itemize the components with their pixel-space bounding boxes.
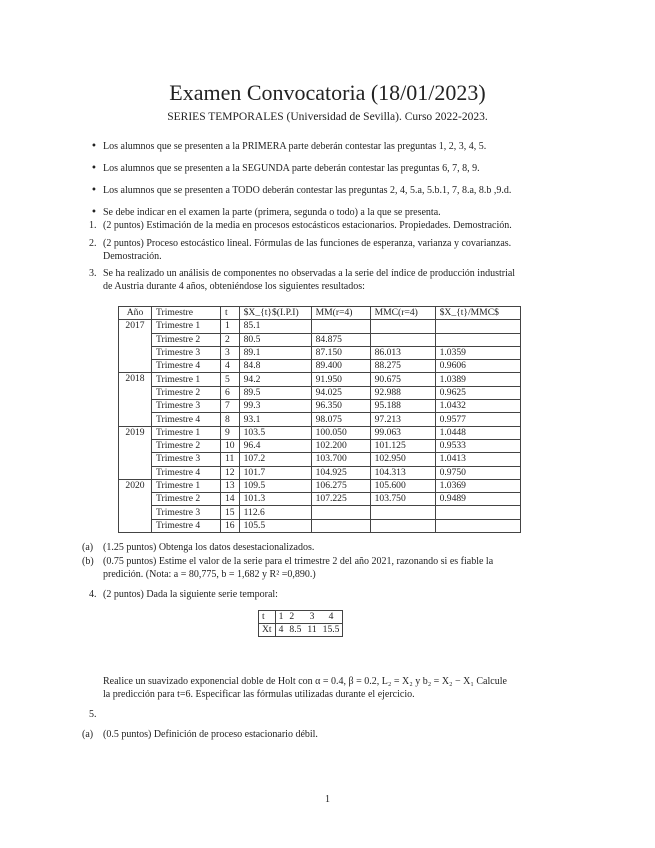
mm-cell: 91.950 <box>311 373 370 386</box>
mm-cell: 89.400 <box>311 360 370 373</box>
x-cell: 112.6 <box>239 506 311 519</box>
mm-cell: 94.025 <box>311 386 370 399</box>
question-number: 5. <box>89 709 97 720</box>
instruction-4: Se debe indicar en el examen la parte (primera, segunda o todo) a la que se presenta. <box>103 207 441 218</box>
table-row <box>119 519 521 532</box>
table-row <box>119 506 521 519</box>
quarter-cell: Trimestre 3 <box>152 346 221 359</box>
subquestion-label: (a) <box>82 542 94 553</box>
column-header-mmc: MMC(r=4) <box>370 307 435 320</box>
mmc-cell <box>370 320 435 333</box>
question-number: 3. <box>89 268 97 279</box>
ratio-cell <box>435 320 520 333</box>
ratio-cell: 1.0389 <box>435 373 520 386</box>
table-row <box>119 453 521 466</box>
ratio-cell: 1.0432 <box>435 400 520 413</box>
question-2-line2: Demostración. <box>103 251 162 262</box>
mmc-cell: 101.125 <box>370 439 435 452</box>
ratio-cell <box>435 333 520 346</box>
question-2-line1: (2 puntos) Proceso estocástico lineal. Fórmulas de las funciones de esperanza, varianza y covarianzas. <box>103 238 512 249</box>
t-cell: 8 <box>221 413 240 426</box>
xt-value-cell: 11 <box>304 624 319 637</box>
ratio-cell: 0.9533 <box>435 439 520 452</box>
ratio-cell: 1.0369 <box>435 479 520 492</box>
ratio-cell <box>435 519 520 532</box>
mmc-cell: 95.188 <box>370 400 435 413</box>
ratio-cell: 0.9606 <box>435 360 520 373</box>
x-cell: 103.5 <box>239 426 311 439</box>
column-header-mm: MM(r=4) <box>311 307 370 320</box>
mm-cell <box>311 519 370 532</box>
quarter-cell: Trimestre 4 <box>152 519 221 532</box>
table-header-row <box>119 307 521 320</box>
x-cell: 101.3 <box>239 493 311 506</box>
year-cell: 2017 <box>119 320 152 373</box>
x-cell: 85.1 <box>239 320 311 333</box>
instruction-2: Los alumnos que se presenten a la SEGUNDA parte deberán contestar las preguntas 6, 7, 8, 9. <box>103 163 480 174</box>
mm-cell: 104.925 <box>311 466 370 479</box>
x-cell: 107.2 <box>239 453 311 466</box>
ratio-cell <box>435 506 520 519</box>
t-cell: 16 <box>221 519 240 532</box>
instruction-1: Los alumnos que se presenten a la PRIMERA parte deberán contestar las preguntas 1, 2, 3, 4, 5. <box>103 141 487 152</box>
x-cell: 84.8 <box>239 360 311 373</box>
table-row <box>119 413 521 426</box>
quarter-cell: Trimestre 1 <box>152 426 221 439</box>
instruction-3: Los alumnos que se presenten a TODO deberán contestar las preguntas 2, 4, 5.a, 5.b.1, 7, 8.a, 8.b ,9.d. <box>103 185 512 196</box>
bullet-icon: • <box>91 207 97 218</box>
question-number: 4. <box>89 589 97 600</box>
mm-cell: 100.050 <box>311 426 370 439</box>
t-cell: 4 <box>221 360 240 373</box>
ratio-cell: 0.9625 <box>435 386 520 399</box>
table-row <box>259 611 343 624</box>
ratio-cell: 1.0359 <box>435 346 520 359</box>
table-row <box>119 386 521 399</box>
question-4-line2: la predicción para t=6. Especificar las fórmulas utilizadas durante el ejercicio. <box>103 689 415 700</box>
mmc-cell: 103.750 <box>370 493 435 506</box>
table-row <box>119 439 521 452</box>
quarter-cell: Trimestre 3 <box>152 453 221 466</box>
year-cell: 2018 <box>119 373 152 426</box>
quarter-cell: Trimestre 4 <box>152 413 221 426</box>
mm-cell: 98.075 <box>311 413 370 426</box>
table-row <box>259 624 343 637</box>
quarter-cell: Trimestre 4 <box>152 360 221 373</box>
table-row <box>119 466 521 479</box>
mmc-cell: 102.950 <box>370 453 435 466</box>
ratio-cell: 0.9750 <box>435 466 520 479</box>
mm-cell: 107.225 <box>311 493 370 506</box>
table-row <box>119 400 521 413</box>
t-cell: 7 <box>221 400 240 413</box>
quarter-cell: Trimestre 2 <box>152 439 221 452</box>
quarter-cell: Trimestre 4 <box>152 466 221 479</box>
mmc-cell <box>370 506 435 519</box>
t-cell: 13 <box>221 479 240 492</box>
ratio-cell: 0.9489 <box>435 493 520 506</box>
t-cell: 10 <box>221 439 240 452</box>
table-row <box>119 426 521 439</box>
question-1-text: (2 puntos) Estimación de la media en procesos estocásticos estacionarios. Propiedades. Demostración. <box>103 220 512 231</box>
question-3b-line2: predición. (Nota: a = 80,775, b = 1,682 y R² =0,890.) <box>103 569 316 580</box>
t-cell: 9 <box>221 426 240 439</box>
x-cell: 105.5 <box>239 519 311 532</box>
mmc-cell <box>370 519 435 532</box>
column-header-quarter: Trimestre <box>152 307 221 320</box>
page-subtitle: SERIES TEMPORALES (Universidad de Sevilla). Curso 2022-2023. <box>167 111 488 123</box>
mmc-cell: 92.988 <box>370 386 435 399</box>
xt-value-cell: 4 <box>275 624 286 637</box>
t-cell: 2 <box>221 333 240 346</box>
ratio-cell: 1.0413 <box>435 453 520 466</box>
xt-label-cell: Xt <box>259 624 276 637</box>
t-cell: 3 <box>221 346 240 359</box>
x-cell: 101.7 <box>239 466 311 479</box>
mmc-cell <box>370 333 435 346</box>
xt-value-cell: 15.5 <box>320 624 343 637</box>
quarter-cell: Trimestre 3 <box>152 400 221 413</box>
quarter-cell: Trimestre 2 <box>152 386 221 399</box>
table-row <box>119 360 521 373</box>
mmc-cell: 104.313 <box>370 466 435 479</box>
x-cell: 89.5 <box>239 386 311 399</box>
question-4-text: (2 puntos) Dada la siguiente serie temporal: <box>103 589 278 600</box>
mm-cell <box>311 506 370 519</box>
x-cell: 109.5 <box>239 479 311 492</box>
page-number: 1 <box>325 794 330 805</box>
column-header-ratio: $X_{t}/MMC$ <box>435 307 520 320</box>
mmc-cell: 90.675 <box>370 373 435 386</box>
t-cell: 1 <box>221 320 240 333</box>
year-cell: 2019 <box>119 426 152 479</box>
mm-cell: 96.350 <box>311 400 370 413</box>
question-4-line1: Realice un suavizado exponencial doble de Holt con α = 0.4, β = 0.2, L₂ = X₂ y b₂ = X₂ − X₁ Calcule <box>103 676 507 687</box>
quarter-cell: Trimestre 2 <box>152 333 221 346</box>
t-cell: 15 <box>221 506 240 519</box>
quarter-cell: Trimestre 1 <box>152 373 221 386</box>
table-row <box>119 373 521 386</box>
time-series-table <box>258 610 343 637</box>
t-value-cell: 4 <box>320 611 343 624</box>
xt-value-cell: 8.5 <box>286 624 304 637</box>
quarter-cell: Trimestre 3 <box>152 506 221 519</box>
question-number: 1. <box>89 220 97 231</box>
quarter-cell: Trimestre 1 <box>152 320 221 333</box>
year-cell: 2020 <box>119 479 152 532</box>
x-cell: 96.4 <box>239 439 311 452</box>
x-cell: 80.5 <box>239 333 311 346</box>
mmc-cell: 88.275 <box>370 360 435 373</box>
t-value-cell: 3 <box>304 611 319 624</box>
quarter-cell: Trimestre 2 <box>152 493 221 506</box>
mmc-cell: 105.600 <box>370 479 435 492</box>
t-cell: 5 <box>221 373 240 386</box>
question-3-line2: de Austria durante 4 años, obteniéndose los siguientes resultados: <box>103 281 365 292</box>
x-cell: 93.1 <box>239 413 311 426</box>
mmc-cell: 97.213 <box>370 413 435 426</box>
table-row <box>119 320 521 333</box>
bullet-icon: • <box>91 185 97 196</box>
bullet-icon: • <box>91 163 97 174</box>
column-header-x: $X_{t}$(I.P.I) <box>239 307 311 320</box>
bullet-icon: • <box>91 141 97 152</box>
mm-cell: 103.700 <box>311 453 370 466</box>
ipi-decomposition-table <box>118 306 521 533</box>
question-3b-line1: (0.75 puntos) Estime el valor de la serie para el trimestre 2 del año 2021, razonando si es fiable la <box>103 556 494 567</box>
x-cell: 94.2 <box>239 373 311 386</box>
t-cell: 12 <box>221 466 240 479</box>
question-3a-text: (1.25 puntos) Obtenga los datos desestacionalizados. <box>103 542 315 553</box>
ratio-cell: 0.9577 <box>435 413 520 426</box>
mm-cell: 106.275 <box>311 479 370 492</box>
t-cell: 11 <box>221 453 240 466</box>
page-title: Examen Convocatoria (18/01/2023) <box>169 80 486 105</box>
t-value-cell: 1 <box>275 611 286 624</box>
mmc-cell: 99.063 <box>370 426 435 439</box>
t-value-cell: 2 <box>286 611 304 624</box>
x-cell: 89.1 <box>239 346 311 359</box>
t-cell: 14 <box>221 493 240 506</box>
table-row <box>119 333 521 346</box>
subquestion-label: (a) <box>82 729 94 740</box>
question-3-line1: Se ha realizado un análisis de componentes no observadas a la serie del índice de producción industrial <box>103 268 516 279</box>
quarter-cell: Trimestre 1 <box>152 479 221 492</box>
x-cell: 99.3 <box>239 400 311 413</box>
t-label-cell: t <box>259 611 276 624</box>
mm-cell: 87.150 <box>311 346 370 359</box>
mm-cell <box>311 320 370 333</box>
column-header-year: Año <box>119 307 152 320</box>
question-number: 2. <box>89 238 97 249</box>
mm-cell: 102.200 <box>311 439 370 452</box>
question-5a-text: (0.5 puntos) Definición de proceso estacionario débil. <box>103 729 318 740</box>
mm-cell: 84.875 <box>311 333 370 346</box>
t-cell: 6 <box>221 386 240 399</box>
table-row <box>119 479 521 492</box>
ratio-cell: 1.0448 <box>435 426 520 439</box>
table-row <box>119 493 521 506</box>
subquestion-label: (b) <box>82 556 94 567</box>
column-header-t: t <box>221 307 240 320</box>
mmc-cell: 86.013 <box>370 346 435 359</box>
table-row <box>119 346 521 359</box>
